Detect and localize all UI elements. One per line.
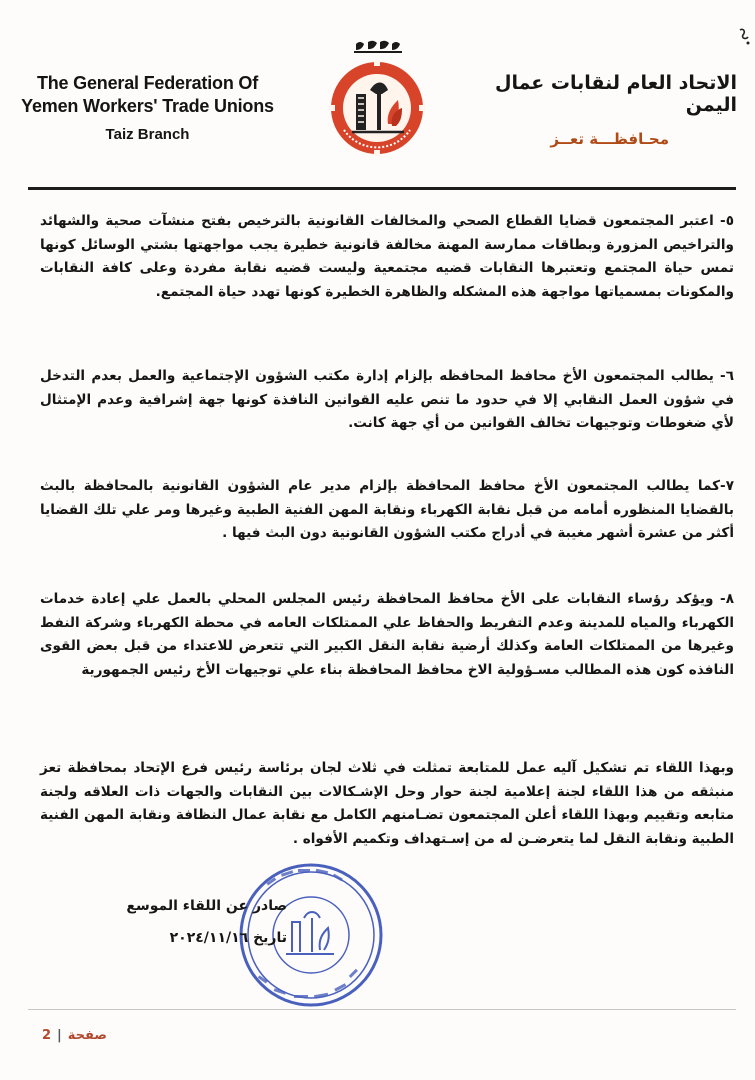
org-name-ar: الاتحاد العام لنقابات عمال اليمن: [494, 72, 737, 116]
branch-name-en: Taiz Branch: [105, 126, 190, 143]
branch-name-ar: محـافظـــة تعــز: [550, 130, 669, 148]
org-name-en-line1: The General Federation Of: [36, 73, 259, 93]
page-label: صفحة: [67, 1028, 107, 1043]
paragraph-8: ٨- ويؤكد رؤساء النقابات على الأخ محافظ المحافظة رئيس المجلس المحلي بالعمل علي إعادة خدمات الكهرباء والمياه للمدينة وعدم التفريط والحفاظ علي الممتلكات العامه في محطة الكهرباء وشركة النفط وغيرها من الممتلكات العامة وكذلك أرضية نقابة النقل الكبير التي تتعرض للاعتداء من قبل بعض القوى النافذه كون هذه المطالب مسـؤولية الاخ محافظ المحافظة بناء علي توجيهات الأخ رئيس الجمهورية: [40, 591, 734, 678]
issue-date: تاريخ ٢٠٢٤/١١/١٦: [169, 930, 287, 946]
paragraph-6: ٦- يطالب المجتمعون الأخ محافظ المحافظه بإلزام إدارة مكتب الشؤون الإجتماعية والعمل بعدم التدخل في شؤون العمل النقابي إلا في حدود ما تنص عليه القوانين النافذة كونها جهة إشرافية وعدم الإمتثال لأي ضغوطات وتوجيهات تخالف القوانين من أي جهة كانت.: [40, 368, 734, 431]
header-divider: [28, 187, 736, 190]
paragraph-7: ٧-كما يطالب المجتمعون الأخ محافظ المحافظة بإلزام مدير عام الشؤون القانونية بالمحافظة بالبث بالقضايا المنظوره أمامه من قبل نقابة الكهرباء ونقابة المهن الفنية الطبية وغيرها ومر علي تلك القضايا أكثر من عشرة أشهر مغيبة في أدراج مكتب الشؤون القانونية دون البث فيها .: [40, 478, 734, 541]
page-number-value: 2: [42, 1028, 52, 1043]
corner-mark-icon: [737, 28, 751, 46]
federation-logo-icon: [322, 38, 432, 162]
issued-by: صادر عن اللقاء الموسع: [126, 898, 287, 914]
page-number: صفحة|2: [42, 1028, 107, 1043]
paragraph-5: ٥- اعتبر المجتمعون قضايا القطاع الصحي والمخالفات القانونية بالترخيص بفتح منشآت صحية والشهائد والتراخيص المزورة وبطاقات ممارسة المهنة مخالفة قانونية خطيرة يجب مواجهتها بشتي الوسائل كونها تمس حياة المجتمع وتعتبرها النقابات قضيه مجتمعية وليست قضيه نقابة مفردة وعلى كافة النقابات والمكونات بمسمياتها مواجهة هذه المشكله والظاهرة الخطيرة كونها تهدد حياة المجتمع.: [40, 213, 734, 300]
header-arabic: [447, 72, 737, 148]
footer-divider: [28, 1009, 736, 1010]
paragraph-closing: وبهذا اللقاء تم تشكيل آليه عمل للمتابعة تمثلت في ثلاث لجان برئاسة رئيس فرع الإتحاد بمحافظة تعز منبثقه من هذا اللقاء لجنة إعلامية لجنة حوار وحل الإشـكالات بين النقابات والجهات ذات العلاقه ولجنة متابعه وتقييم وبهذا اللقاء أعلن المجتمعون تضـامنهم الكامل مع نقابة عمال النظافة ونقابة المهن الفنية الطبية ونقابة النقل لما يتعرضـن له من إسـتهداف وتكميم الأفواه .: [40, 760, 734, 847]
org-name-en-line2: Yemen Workers' Trade Unions: [21, 96, 274, 116]
header-english: [20, 72, 275, 143]
